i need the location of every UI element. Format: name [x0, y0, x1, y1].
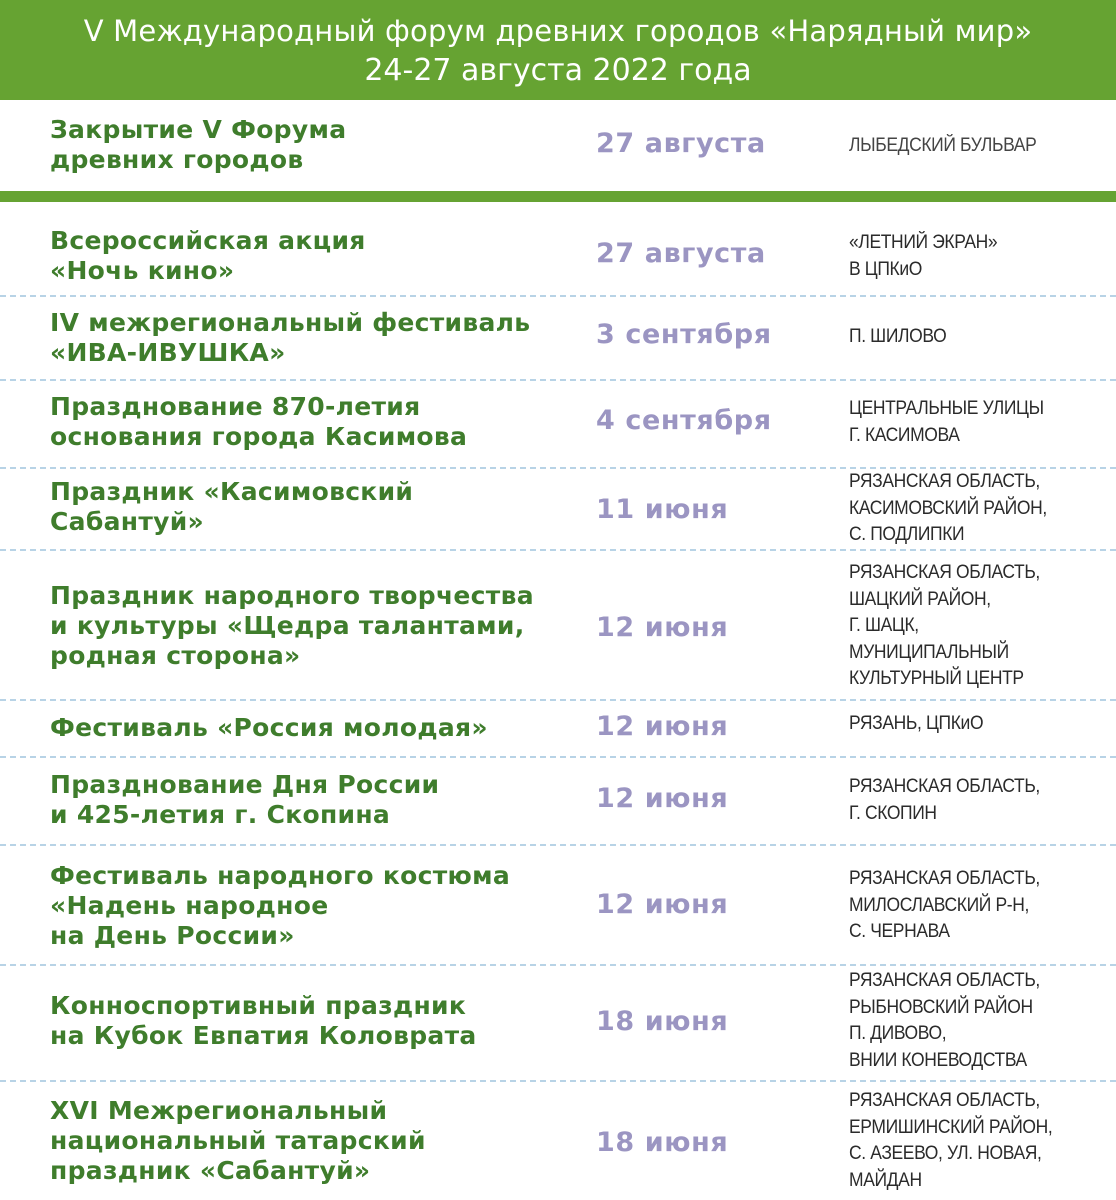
event-date: 4 сентября: [596, 405, 772, 436]
event-place: РЯЗАНСКАЯ ОБЛАСТЬ, ЕРМИШИНСКИЙ РАЙОН, С. АЗЕЕВО, УЛ. НОВАЯ, МАЙДАН: [849, 1090, 1053, 1191]
event-name: XVI Межрегиональный национальный татарский праздник «Сабантуй»: [50, 1096, 426, 1185]
table-row: [0, 297, 1116, 379]
table-row: [0, 381, 1116, 467]
event-place: РЯЗАНСКАЯ ОБЛАСТЬ, Г. СКОПИН: [849, 776, 1040, 824]
event-place: РЯЗАНСКАЯ ОБЛАСТЬ, КАСИМОВСКИЙ РАЙОН, С. ПОДЛИПКИ: [849, 471, 1047, 545]
event-date: 3 сентября: [596, 319, 772, 350]
event-name: Празднование 870-летия основания города Касимова: [50, 392, 468, 451]
event-date: 27 августа: [596, 128, 766, 159]
event-name: Закрытие V Форума древних городов: [50, 115, 347, 174]
event-place: ЛЫБЕДСКИЙ БУЛЬВАР: [849, 135, 1037, 156]
event-date: 27 августа: [596, 238, 766, 269]
event-date: 12 июня: [596, 783, 729, 814]
forum-dates: 24-27 августа 2022 года: [364, 53, 752, 88]
highlight-row: [0, 100, 1116, 191]
table-row: [0, 846, 1116, 964]
event-date: 12 июня: [596, 612, 729, 643]
event-name: Фестиваль народного костюма «Надень народное на День России»: [50, 861, 511, 950]
event-place: «ЛЕТНИЙ ЭКРАН» В ЦПКиО: [849, 232, 998, 280]
table-row: [0, 701, 1116, 756]
event-name: Всероссийская акция «Ночь кино»: [50, 226, 366, 285]
event-date: 12 июня: [596, 889, 729, 920]
forum-title: V Международный форум древних городов «Нарядный мир»: [83, 14, 1033, 48]
table-row: [0, 469, 1116, 549]
table-row: [0, 966, 1116, 1080]
event-place: ЦЕНТРАЛЬНЫЕ УЛИЦЫ Г. КАСИМОВА: [849, 398, 1044, 446]
event-name: Праздник «Касимовский Сабантуй»: [50, 477, 414, 536]
event-date: 11 июня: [596, 494, 729, 525]
event-place: РЯЗАНСКАЯ ОБЛАСТЬ, РЫБНОВСКИЙ РАЙОН П. ДИВОВО, ВНИИ КОНЕВОДСТВА: [849, 970, 1040, 1071]
event-place: РЯЗАНЬ, ЦПКиО: [849, 713, 984, 734]
event-place: РЯЗАНСКАЯ ОБЛАСТЬ, ШАЦКИЙ РАЙОН, Г. ШАЦК, МУНИЦИПАЛЬНЫЙ КУЛЬТУРНЫЙ ЦЕНТР: [849, 562, 1040, 689]
table-row: [0, 1082, 1116, 1200]
event-name: Конноспортивный праздник на Кубок Евпатия Коловрата: [50, 991, 477, 1050]
event-place: РЯЗАНСКАЯ ОБЛАСТЬ, МИЛОСЛАВСКИЙ Р-Н, С. ЧЕРНАВА: [849, 868, 1040, 942]
table-row: [0, 202, 1116, 295]
event-name: Фестиваль «Россия молодая»: [50, 713, 488, 742]
event-date: 12 июня: [596, 711, 729, 742]
event-date: 18 июня: [596, 1127, 729, 1158]
event-name: IV межрегиональный фестиваль «ИВА-ИВУШКА»: [50, 308, 531, 367]
section-divider: [0, 191, 1116, 202]
event-place: П. ШИЛОВО: [849, 326, 947, 347]
event-name: Празднование Дня России и 425-летия г. Скопина: [50, 770, 440, 829]
event-date: 18 июня: [596, 1006, 729, 1037]
event-name: Праздник народного творчества и культуры «Щедра талантами, родная сторона»: [50, 581, 534, 670]
table-row: [0, 758, 1116, 844]
header-banner: [0, 0, 1116, 100]
table-row: [0, 551, 1116, 699]
